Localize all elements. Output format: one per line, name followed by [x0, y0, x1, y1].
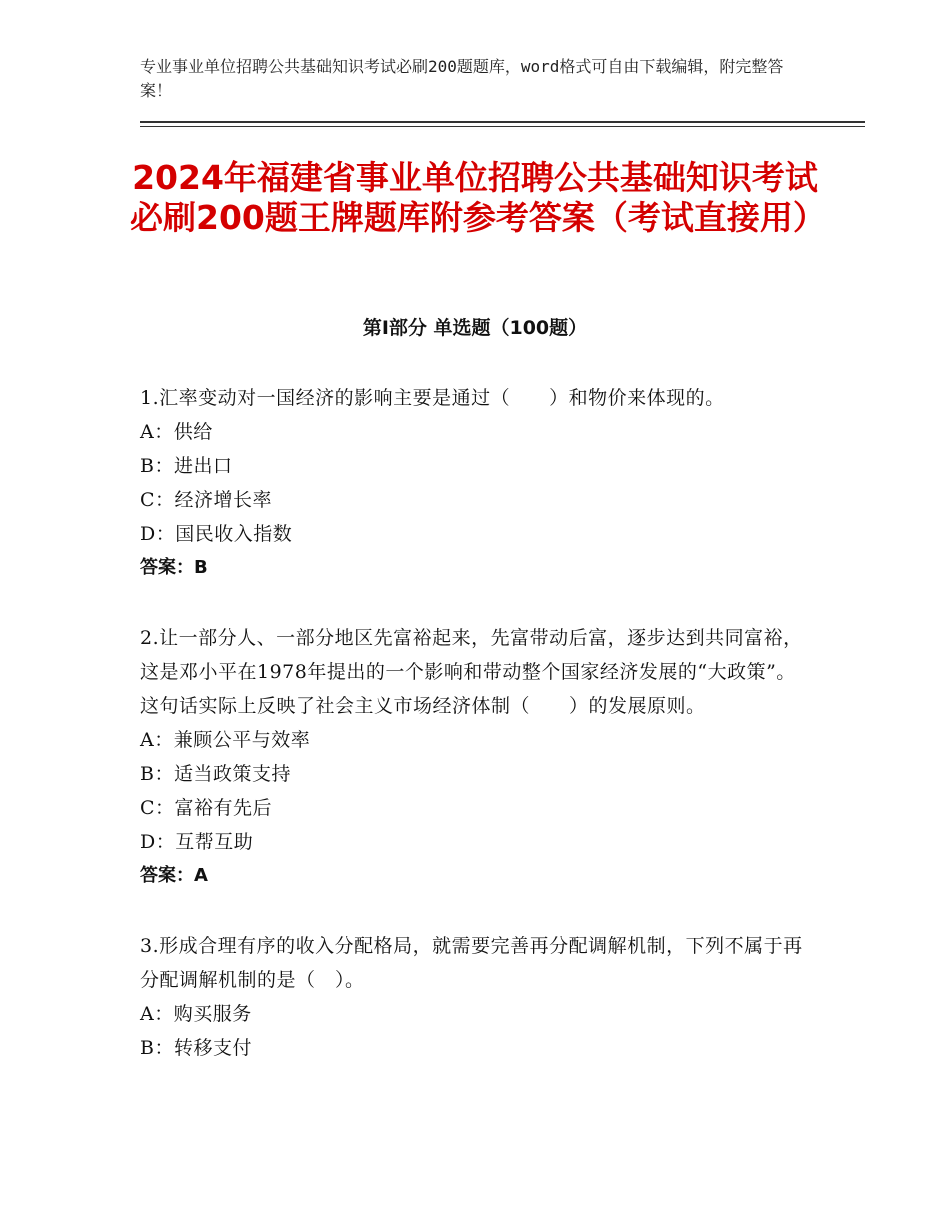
question-stem: 1.汇率变动对一国经济的影响主要是通过（ ）和物价来体现的。 — [140, 387, 725, 409]
option-b: B：进出口 — [140, 455, 233, 477]
question-stem: 2.让一部分人、一部分地区先富裕起来，先富带动后富，逐步达到共同富裕，这是邓小平在1978年提出的一个影响和带动整个国家经济发展的“大政策”。这句话实际上反映了社会主义市场经济体制（ ）的发展原则。 — [140, 627, 803, 717]
header-rule-thick — [140, 121, 865, 123]
section-title: 第Ⅰ部分 单选题（100题） — [362, 317, 588, 339]
answer-label: 答案：B — [140, 557, 208, 578]
option-c: C：经济增长率 — [140, 489, 273, 511]
option-a: A：购买服务 — [140, 1003, 252, 1025]
question-stem: 3.形成合理有序的收入分配格局，就需要完善再分配调解机制，下列不属于再分配调解机制的是（ ）。 — [140, 935, 803, 991]
answer-label: 答案：A — [140, 865, 208, 886]
option-d: D：国民收入指数 — [140, 523, 293, 545]
option-d: D：互帮互助 — [140, 831, 254, 853]
header-note: 专业事业单位招聘公共基础知识考试必刷200题题库，word格式可自由下载编辑，附完整答案！ — [140, 57, 784, 100]
question-list — [140, 381, 810, 1101]
option-a: A：兼顾公平与效率 — [140, 729, 311, 751]
document-title: 2024年福建省事业单位招聘公共基础知识考试必刷200题王牌题库附参考答案（考试直接用） — [130, 158, 826, 237]
question-3 — [140, 929, 810, 1065]
question-2 — [140, 621, 810, 893]
option-b: B：适当政策支持 — [140, 763, 291, 785]
header-rule-thin — [140, 126, 865, 127]
option-c: C：富裕有先后 — [140, 797, 273, 819]
option-a: A：供给 — [140, 421, 213, 443]
option-b: B：转移支付 — [140, 1037, 252, 1059]
question-1 — [140, 381, 810, 585]
